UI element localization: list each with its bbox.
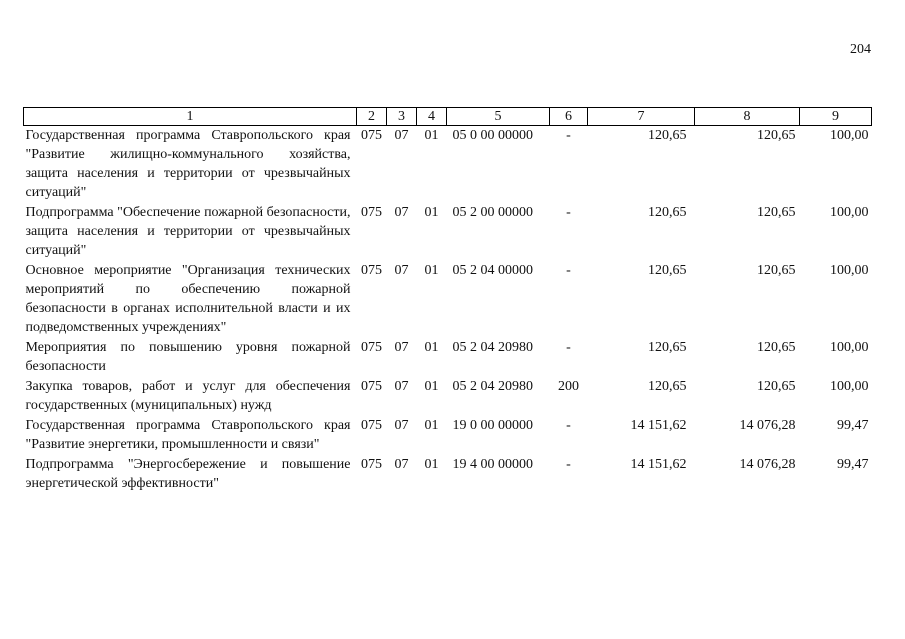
cell-col9: 100,00 <box>830 205 869 220</box>
cell-subsection: 01 <box>424 128 439 143</box>
column-header: 7 <box>588 108 695 126</box>
cell-ministry-code: 075 <box>361 379 382 394</box>
column-header: 2 <box>357 108 387 126</box>
row-name: Основное мероприятие "Организация технических мероприятий по обеспечению пожарной безопасности в органах исполнительной власти и их подведомственных учреждениях" <box>25 263 351 335</box>
cell-ministry-code: 075 <box>361 263 382 278</box>
column-header: 5 <box>447 108 550 126</box>
cell-subsection: 01 <box>424 457 439 472</box>
row-name: Государственная программа Ставропольского края "Развитие энергетики, промышленности и связи" <box>25 418 351 452</box>
cell-target-article: 19 4 00 00000 <box>452 457 533 472</box>
cell-col9: 100,00 <box>830 340 869 355</box>
column-header: 8 <box>695 108 800 126</box>
row-name: Подпрограмма "Обеспечение пожарной безопасности, защита населения и территории от чрезвычайных ситуаций" <box>25 205 351 258</box>
column-header: 9 <box>800 108 872 126</box>
table-row <box>24 203 872 261</box>
table-row <box>24 416 872 455</box>
cell-ministry-code: 075 <box>361 457 382 472</box>
cell-ministry-code: 075 <box>361 128 382 143</box>
cell-section: 07 <box>394 379 409 394</box>
cell-col8: 14 076,28 <box>739 418 796 433</box>
cell-target-article: 05 2 04 00000 <box>452 263 533 278</box>
cell-expense-type: - <box>566 340 571 355</box>
cell-col7: 120,65 <box>648 379 687 394</box>
column-header: 6 <box>550 108 588 126</box>
cell-section: 07 <box>394 457 409 472</box>
row-name: Подпрограмма "Энергосбережение и повышение энергетической эффективности" <box>25 457 351 491</box>
row-name: Закупка товаров, работ и услуг для обеспечения государственных (муниципальных) нужд <box>25 379 351 413</box>
cell-expense-type: - <box>566 205 571 220</box>
cell-ministry-code: 075 <box>361 418 382 433</box>
cell-target-article: 05 2 04 20980 <box>452 340 533 355</box>
cell-section: 07 <box>394 128 409 143</box>
cell-section: 07 <box>394 418 409 433</box>
cell-section: 07 <box>394 340 409 355</box>
cell-col9: 100,00 <box>830 128 869 143</box>
cell-col9: 100,00 <box>830 379 869 394</box>
cell-expense-type: - <box>566 457 571 472</box>
cell-section: 07 <box>394 205 409 220</box>
table-row <box>24 126 872 204</box>
cell-ministry-code: 075 <box>361 205 382 220</box>
page-number: 204 <box>850 42 871 57</box>
cell-col8: 14 076,28 <box>739 457 796 472</box>
cell-col8: 120,65 <box>757 340 796 355</box>
cell-col8: 120,65 <box>757 128 796 143</box>
cell-col9: 99,47 <box>837 457 869 472</box>
column-header: 3 <box>387 108 417 126</box>
cell-expense-type: - <box>566 128 571 143</box>
cell-expense-type: 200 <box>558 379 579 394</box>
cell-subsection: 01 <box>424 263 439 278</box>
cell-col8: 120,65 <box>757 205 796 220</box>
cell-col7: 120,65 <box>648 205 687 220</box>
cell-col9: 100,00 <box>830 263 869 278</box>
cell-col7: 120,65 <box>648 340 687 355</box>
row-name: Мероприятия по повышению уровня пожарной безопасности <box>25 340 351 374</box>
cell-subsection: 01 <box>424 205 439 220</box>
cell-target-article: 19 0 00 00000 <box>452 418 533 433</box>
cell-subsection: 01 <box>424 379 439 394</box>
table-row <box>24 455 872 494</box>
row-name: Государственная программа Ставропольского края "Развитие жилищно-коммунального хозяйства, защита населения и территории от чрезвычайных ситуаций" <box>25 128 351 200</box>
cell-subsection: 01 <box>424 340 439 355</box>
cell-target-article: 05 2 00 00000 <box>452 205 533 220</box>
cell-expense-type: - <box>566 418 571 433</box>
cell-col7: 14 151,62 <box>630 457 687 472</box>
cell-expense-type: - <box>566 263 571 278</box>
table-header-row <box>24 108 872 126</box>
cell-col8: 120,65 <box>757 263 796 278</box>
table-row <box>24 261 872 338</box>
cell-subsection: 01 <box>424 418 439 433</box>
budget-table <box>23 107 872 494</box>
cell-col8: 120,65 <box>757 379 796 394</box>
column-header: 4 <box>417 108 447 126</box>
cell-target-article: 05 0 00 00000 <box>452 128 533 143</box>
cell-col7: 120,65 <box>648 128 687 143</box>
cell-target-article: 05 2 04 20980 <box>452 379 533 394</box>
cell-ministry-code: 075 <box>361 340 382 355</box>
cell-section: 07 <box>394 263 409 278</box>
table-row <box>24 338 872 377</box>
cell-col7: 120,65 <box>648 263 687 278</box>
cell-col7: 14 151,62 <box>630 418 687 433</box>
table-row <box>24 377 872 416</box>
cell-col9: 99,47 <box>837 418 869 433</box>
column-header: 1 <box>24 108 357 126</box>
